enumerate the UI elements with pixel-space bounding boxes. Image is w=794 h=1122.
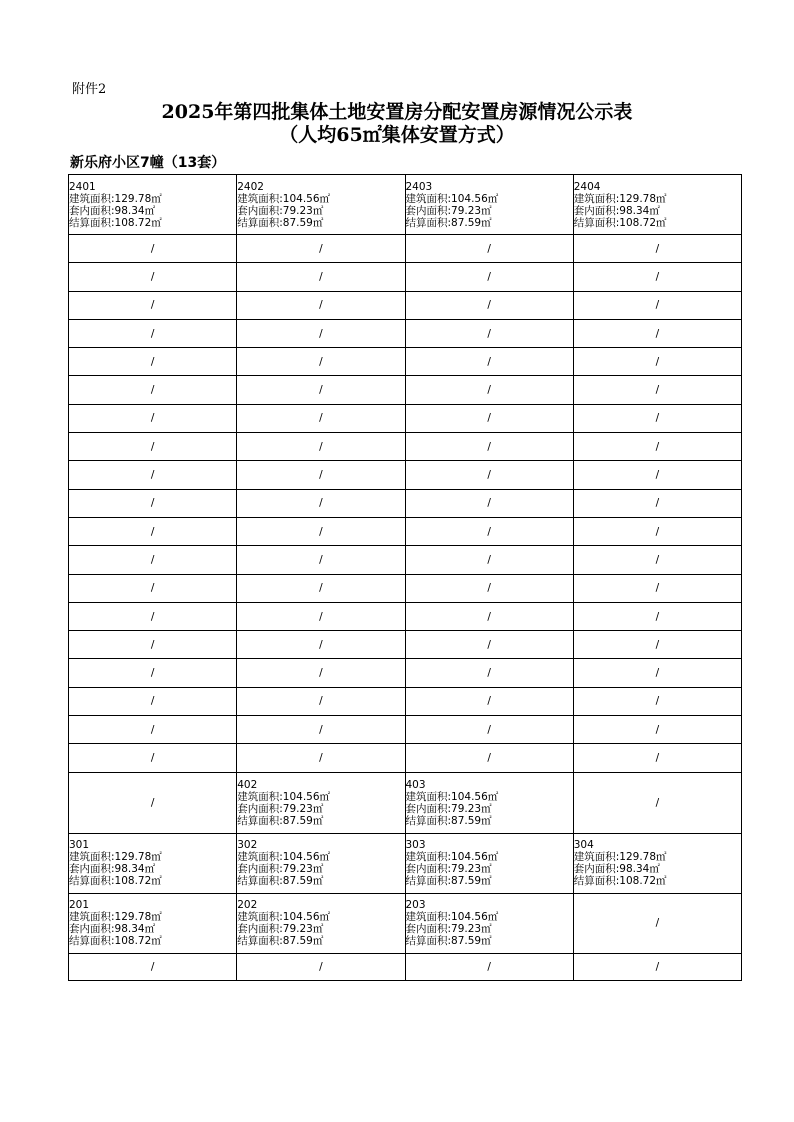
- empty-cell: /: [405, 602, 573, 630]
- table-row: [69, 716, 742, 744]
- empty-cell: /: [69, 602, 237, 630]
- unit-room-number: 2403: [405, 180, 433, 193]
- empty-cell: /: [573, 716, 741, 744]
- unit-cell-403: [405, 772, 573, 833]
- empty-cell: /: [237, 263, 405, 291]
- unit-inner-area: 套内面积:79.23㎡: [237, 863, 324, 876]
- empty-cell: /: [69, 489, 237, 517]
- empty-cell: /: [405, 631, 573, 659]
- table-row: [69, 263, 742, 291]
- table-row: [69, 602, 742, 630]
- empty-cell: /: [237, 687, 405, 715]
- unit-building-area: 建筑面积:104.56㎡: [237, 790, 331, 803]
- table-row: [69, 489, 742, 517]
- empty-cell: /: [69, 235, 237, 263]
- table-row: [69, 235, 742, 263]
- unit-inner-area: 套内面积:79.23㎡: [405, 863, 492, 876]
- unit-room-number: 303: [405, 839, 426, 852]
- empty-cell: /: [69, 263, 237, 291]
- unit-settle-area: 结算面积:108.72㎡: [69, 216, 162, 229]
- unit-cell-2403: [405, 175, 573, 235]
- unit-cell-2402: [237, 175, 405, 235]
- empty-cell: /: [237, 235, 405, 263]
- empty-cell: /: [237, 517, 405, 545]
- empty-cell: /: [573, 348, 741, 376]
- unit-building-area: 建筑面积:104.56㎡: [405, 911, 499, 924]
- unit-room-number: 403: [405, 778, 426, 791]
- empty-cell: /: [69, 291, 237, 319]
- table-row: [69, 953, 742, 980]
- empty-cell: /: [69, 461, 237, 489]
- unit-cell-2404: [573, 175, 741, 235]
- table-row: [69, 631, 742, 659]
- empty-cell: /: [405, 546, 573, 574]
- empty-cell: /: [405, 235, 573, 263]
- attachment-label: 附件2: [72, 82, 107, 97]
- empty-cell: /: [573, 433, 741, 461]
- empty-cell: /: [69, 348, 237, 376]
- empty-cell: /: [237, 631, 405, 659]
- table-row: [69, 376, 742, 404]
- table-row: [69, 291, 742, 319]
- empty-cell: /: [405, 489, 573, 517]
- unit-inner-area: 套内面积:98.34㎡: [69, 923, 156, 936]
- table-row: [69, 833, 742, 893]
- empty-cell: /: [405, 461, 573, 489]
- unit-room-number: 301: [69, 839, 90, 852]
- empty-cell: /: [405, 574, 573, 602]
- empty-cell: /: [405, 263, 573, 291]
- unit-building-area: 建筑面积:104.56㎡: [237, 851, 331, 864]
- empty-cell: /: [405, 744, 573, 772]
- empty-cell: /: [237, 319, 405, 347]
- table-row: [69, 574, 742, 602]
- empty-cell: /: [69, 574, 237, 602]
- unit-settle-area: 结算面积:87.59㎡: [405, 875, 492, 888]
- empty-cell: /: [573, 235, 741, 263]
- empty-cell: /: [573, 631, 741, 659]
- empty-cell: /: [69, 517, 237, 545]
- empty-cell: /: [573, 517, 741, 545]
- empty-cell: /: [405, 291, 573, 319]
- table-row: [69, 546, 742, 574]
- empty-cell: /: [69, 404, 237, 432]
- page-title: 2025年第四批集体土地安置房分配安置房源情况公示表: [161, 101, 633, 123]
- empty-cell: /: [573, 376, 741, 404]
- table-row: [69, 461, 742, 489]
- table-row: [69, 659, 742, 687]
- unit-cell-402: [237, 772, 405, 833]
- empty-cell: /: [405, 687, 573, 715]
- empty-cell: /: [405, 517, 573, 545]
- unit-cell-303: [405, 833, 573, 893]
- table-row: [69, 319, 742, 347]
- empty-cell: /: [573, 319, 741, 347]
- empty-cell: /: [237, 489, 405, 517]
- empty-cell: /: [237, 744, 405, 772]
- empty-cell: /: [573, 404, 741, 432]
- empty-cell: /: [69, 631, 237, 659]
- table-row: [69, 517, 742, 545]
- empty-cell: /: [573, 744, 741, 772]
- empty-cell: /: [69, 319, 237, 347]
- empty-cell: /: [237, 291, 405, 319]
- empty-cell: /: [69, 687, 237, 715]
- empty-cell: /: [69, 772, 237, 833]
- empty-cell: /: [237, 348, 405, 376]
- unit-settle-area: 结算面积:87.59㎡: [405, 935, 492, 948]
- unit-settle-area: 结算面积:108.72㎡: [69, 935, 162, 948]
- empty-cell: /: [573, 953, 741, 980]
- unit-room-number: 202: [237, 899, 258, 912]
- unit-building-area: 建筑面积:129.78㎡: [69, 192, 162, 205]
- housing-table: [68, 174, 742, 981]
- empty-cell: /: [237, 404, 405, 432]
- empty-cell: /: [69, 716, 237, 744]
- empty-cell: /: [237, 659, 405, 687]
- unit-inner-area: 套内面积:79.23㎡: [405, 802, 492, 815]
- unit-building-area: 建筑面积:104.56㎡: [237, 192, 331, 205]
- unit-room-number: 2401: [69, 180, 96, 193]
- empty-cell: /: [405, 433, 573, 461]
- table-row: [69, 893, 742, 953]
- unit-cell-201: [69, 893, 237, 953]
- unit-building-area: 建筑面积:129.78㎡: [573, 851, 667, 864]
- table-row: [69, 687, 742, 715]
- unit-cell-302: [237, 833, 405, 893]
- unit-room-number: 2404: [573, 180, 601, 193]
- empty-cell: /: [69, 953, 237, 980]
- unit-building-area: 建筑面积:129.78㎡: [69, 851, 162, 864]
- empty-cell: /: [237, 461, 405, 489]
- unit-room-number: 201: [69, 899, 90, 912]
- unit-inner-area: 套内面积:79.23㎡: [237, 923, 324, 936]
- empty-cell: /: [573, 489, 741, 517]
- unit-cell-203: [405, 893, 573, 953]
- table-row: [69, 772, 742, 833]
- unit-inner-area: 套内面积:98.34㎡: [573, 204, 660, 217]
- unit-inner-area: 套内面积:98.34㎡: [69, 204, 156, 217]
- unit-building-area: 建筑面积:104.56㎡: [405, 790, 499, 803]
- unit-inner-area: 套内面积:79.23㎡: [405, 204, 492, 217]
- empty-cell: /: [237, 953, 405, 980]
- empty-cell: /: [405, 953, 573, 980]
- empty-cell: /: [237, 433, 405, 461]
- unit-building-area: 建筑面积:104.56㎡: [405, 851, 499, 864]
- empty-cell: /: [573, 291, 741, 319]
- unit-building-area: 建筑面积:104.56㎡: [405, 192, 499, 205]
- unit-inner-area: 套内面积:79.23㎡: [405, 923, 492, 936]
- empty-cell: /: [237, 546, 405, 574]
- empty-cell: /: [405, 376, 573, 404]
- unit-cell-2401: [69, 175, 237, 235]
- unit-settle-area: 结算面积:87.59㎡: [237, 875, 324, 888]
- empty-cell: /: [573, 461, 741, 489]
- empty-cell: /: [573, 263, 741, 291]
- unit-settle-area: 结算面积:108.72㎡: [573, 875, 667, 888]
- empty-cell: /: [573, 687, 741, 715]
- unit-building-area: 建筑面积:104.56㎡: [237, 911, 331, 924]
- empty-cell: /: [573, 602, 741, 630]
- unit-settle-area: 结算面积:87.59㎡: [405, 216, 492, 229]
- unit-settle-area: 结算面积:108.72㎡: [573, 216, 667, 229]
- empty-cell: /: [69, 659, 237, 687]
- unit-settle-area: 结算面积:108.72㎡: [69, 875, 162, 888]
- empty-cell: /: [573, 893, 741, 953]
- unit-room-number: 402: [237, 778, 258, 791]
- empty-cell: /: [573, 659, 741, 687]
- unit-settle-area: 结算面积:87.59㎡: [405, 814, 492, 827]
- unit-inner-area: 套内面积:79.23㎡: [237, 204, 324, 217]
- empty-cell: /: [405, 348, 573, 376]
- unit-room-number: 203: [405, 899, 426, 912]
- unit-cell-202: [237, 893, 405, 953]
- unit-room-number: 2402: [237, 180, 264, 193]
- empty-cell: /: [237, 574, 405, 602]
- unit-cell-301: [69, 833, 237, 893]
- unit-inner-area: 套内面积:98.34㎡: [69, 863, 156, 876]
- empty-cell: /: [69, 433, 237, 461]
- empty-cell: /: [573, 772, 741, 833]
- empty-cell: /: [69, 376, 237, 404]
- empty-cell: /: [237, 376, 405, 404]
- table-row: [69, 404, 742, 432]
- empty-cell: /: [237, 716, 405, 744]
- empty-cell: /: [573, 574, 741, 602]
- unit-inner-area: 套内面积:79.23㎡: [237, 802, 324, 815]
- unit-inner-area: 套内面积:98.34㎡: [573, 863, 660, 876]
- community-label: 新乐府小区7幢（13套）: [70, 155, 226, 171]
- unit-room-number: 304: [573, 839, 594, 852]
- empty-cell: /: [405, 659, 573, 687]
- empty-cell: /: [405, 716, 573, 744]
- unit-cell-304: [573, 833, 741, 893]
- page-subtitle: （人均65㎡集体安置方式）: [279, 124, 515, 146]
- empty-cell: /: [69, 744, 237, 772]
- unit-building-area: 建筑面积:129.78㎡: [573, 192, 667, 205]
- table-row: [69, 433, 742, 461]
- empty-cell: /: [405, 404, 573, 432]
- unit-settle-area: 结算面积:87.59㎡: [237, 216, 324, 229]
- unit-settle-area: 结算面积:87.59㎡: [237, 935, 324, 948]
- empty-cell: /: [405, 319, 573, 347]
- empty-cell: /: [237, 602, 405, 630]
- unit-room-number: 302: [237, 839, 258, 852]
- unit-building-area: 建筑面积:129.78㎡: [69, 911, 162, 924]
- table-row: [69, 744, 742, 772]
- empty-cell: /: [69, 546, 237, 574]
- table-row: [69, 348, 742, 376]
- table-row: [69, 175, 742, 235]
- unit-settle-area: 结算面积:87.59㎡: [237, 814, 324, 827]
- empty-cell: /: [573, 546, 741, 574]
